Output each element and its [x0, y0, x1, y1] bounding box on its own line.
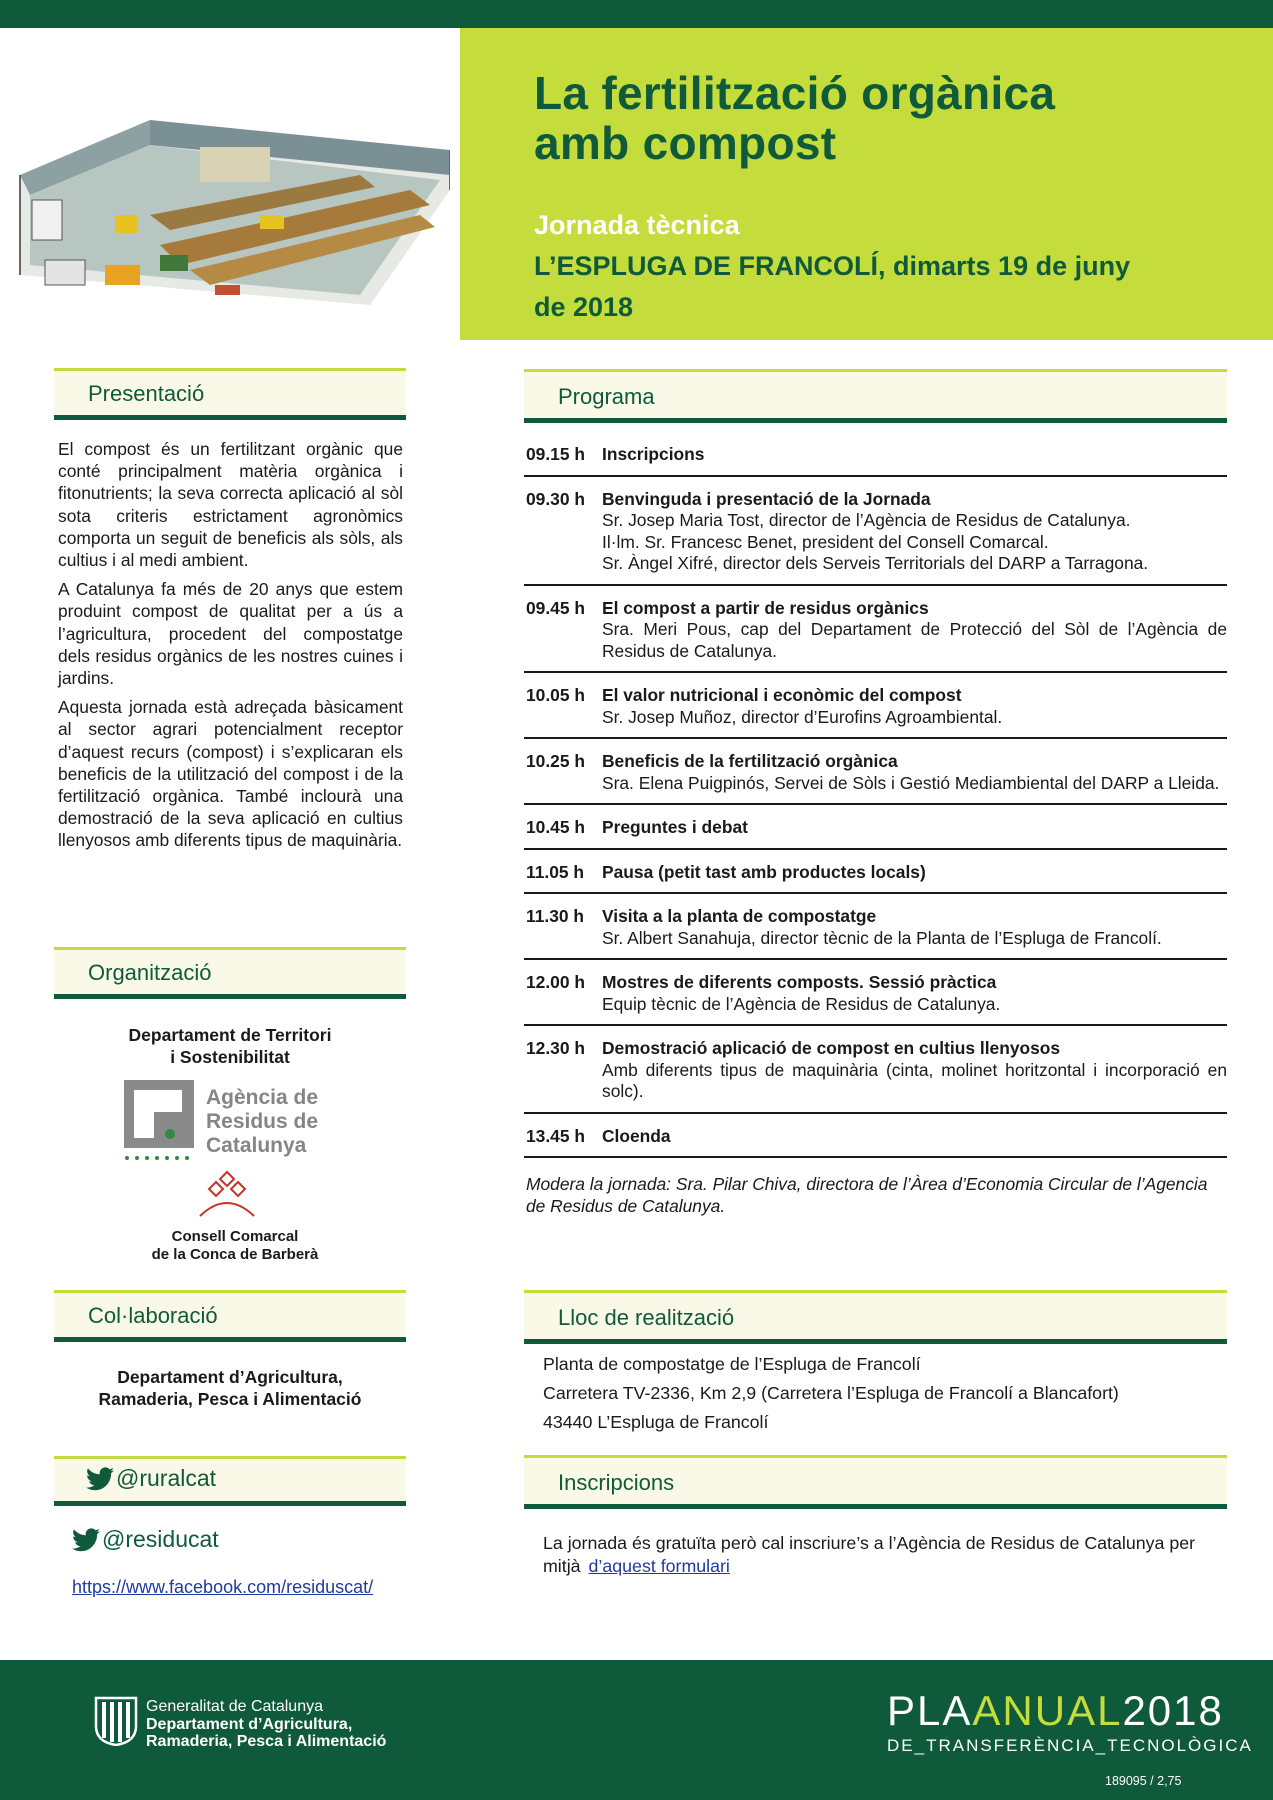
registration-info	[543, 1532, 1226, 1578]
program-speaker: Equip tècnic de l’Agència de Residus de Catalunya.	[602, 993, 1001, 1014]
program-topic: El compost a partir de residus orgànics	[602, 597, 929, 618]
pla-word: PLA	[887, 1687, 973, 1734]
program-item	[524, 673, 1227, 739]
gencat-line3: Ramaderia, Pesca i Alimentació	[146, 1733, 387, 1750]
program-content	[602, 817, 1227, 839]
generalitat-text	[146, 1698, 386, 1751]
registration-form-link[interactable]: d’aquest formulari	[588, 1556, 730, 1576]
arc-line3: Catalunya	[206, 1134, 307, 1157]
section-title-lloc: Lloc de realització	[558, 1305, 735, 1330]
program-speaker: Sr. Albert Sanahuja, director tècnic de la Planta de l’Espluga de Francolí.	[602, 927, 1162, 948]
program-item	[524, 432, 1227, 477]
section-header-presentacio	[54, 368, 406, 420]
gencat-line2: Departament d’Agricultura,	[146, 1715, 353, 1733]
program-content	[602, 751, 1227, 794]
presentation-paragraph-2: A Catalunya fa més de 20 anys que estem produint compost de qualitat per a ús a l’agricultura, procedent del compostatge dels residus orgànics de les nostres cuines i jardins.	[58, 579, 403, 689]
section-header-inscripcions	[524, 1455, 1227, 1509]
program-time: 09.30 h	[526, 488, 585, 509]
section-title-presentacio: Presentació	[88, 381, 205, 406]
program-list	[524, 432, 1227, 1217]
org-dept-territori	[80, 1024, 380, 1068]
program-topic: Beneficis de la fertilització orgànica	[602, 751, 898, 771]
arc-line2: Residus de	[206, 1110, 319, 1133]
collab-line2: Ramaderia, Pesca i Alimentació	[98, 1389, 362, 1409]
anual-word: ANUAL	[972, 1687, 1123, 1734]
program-item	[524, 960, 1227, 1026]
section-header-programa	[524, 369, 1227, 423]
program-item	[524, 805, 1227, 850]
program-topic: Visita a la planta de compostatge	[602, 906, 877, 926]
program-content	[602, 862, 1227, 884]
program-speaker: Sra. Meri Pous, cap del Departament de Protecció del Sòl de l’Agència de Residus de Catalunya.	[602, 619, 1227, 661]
venue-line2: Carretera TV-2336, Km 2,9 (Carretera l’Espluga de Francolí a Blancafort)	[543, 1383, 1119, 1403]
twitter-ruralcat[interactable]	[86, 1465, 216, 1492]
section-title-collaboracio: Col·laboració	[88, 1303, 218, 1328]
program-topic: Benvinguda i presentació de la Jornada	[602, 488, 931, 509]
program-item	[524, 850, 1227, 895]
program-topic: Cloenda	[602, 1125, 671, 1146]
program-topic: Inscripcions	[602, 444, 705, 464]
program-content	[602, 598, 1227, 663]
section-title-organitzacio: Organització	[88, 960, 212, 985]
collab-line1: Departament d’Agricultura,	[117, 1367, 343, 1387]
venue-address	[543, 1350, 1119, 1437]
registration-text: La jornada és gratuïta però cal inscriure’s a l’Agència de Residus de Catalunya per mitjà	[543, 1533, 1196, 1576]
program-time: 11.05 h	[526, 861, 585, 882]
program-item	[524, 477, 1227, 586]
title-panel	[460, 28, 1273, 340]
program-item	[524, 1114, 1227, 1159]
org-dept-line2: i Sostenibilitat	[170, 1047, 290, 1067]
generalitat-logo-icon	[94, 1696, 138, 1746]
pla-anual-logo	[887, 1687, 1224, 1734]
ccb-logo-mark	[196, 1170, 258, 1218]
moderator-note: Modera la jornada: Sra. Pilar Chiva, directora de l’Àrea d’Economia Circular de l’Agencia de Residus de Catalunya.	[526, 1174, 1208, 1216]
program-topic: El valor nutricional i econòmic del compost	[602, 685, 962, 705]
program-content	[602, 685, 1227, 728]
section-header-social	[54, 1456, 406, 1506]
arc-line1: Agència de	[206, 1086, 319, 1109]
program-speaker: Sr. Josep Maria Tost, director de l’Agència de Residus de Catalunya.	[602, 510, 1131, 530]
pla-anual-subtitle: DE_TRANSFERÈNCIA_TECNOLÒGICA	[887, 1736, 1253, 1755]
arc-logo-text	[206, 1086, 318, 1158]
twitter-handle-residucat: @residucat	[102, 1526, 219, 1552]
presentation-paragraph-1: El compost és un fertilitzant orgànic que conté principalment matèria orgànica i fitonutrients; la seva correcta aplicació al sòl sota criteris estrictament agronòmics comporta un seguit de beneficis als sòls, als cultius i al medi ambient.	[58, 439, 403, 571]
twitter-icon	[86, 1467, 114, 1491]
program-content	[602, 972, 1227, 1015]
program-time: 11.30 h	[526, 906, 585, 926]
section-header-lloc	[524, 1290, 1227, 1344]
program-content	[602, 489, 1227, 575]
venue-line3: 43440 L’Espluga de Francolí	[543, 1412, 769, 1432]
ccb-line2: de la Conca de Barberà	[151, 1246, 319, 1263]
collab-dept-agricultura	[60, 1366, 400, 1410]
ccb-line1: Consell Comarcal	[171, 1228, 299, 1245]
program-speaker: Amb diferents tipus de maquinària (cinta, molinet horitzontal i incorporació en solc).	[602, 1059, 1227, 1101]
program-time: 13.45 h	[526, 1125, 585, 1146]
program-topic: Demostració aplicació de compost en cultius llenyosos	[602, 1038, 1061, 1058]
program-rows	[524, 432, 1227, 1158]
program-item	[524, 894, 1227, 960]
section-title-inscripcions: Inscripcions	[558, 1470, 675, 1495]
program-content	[602, 906, 1227, 949]
event-subtitle: Jornada tècnica	[534, 210, 740, 240]
program-topic: Pausa (petit tast amb productes locals)	[602, 861, 926, 882]
ccb-logo-text	[110, 1228, 360, 1264]
program-content	[602, 1126, 1227, 1148]
section-title-programa: Programa	[558, 384, 655, 409]
program-topic: Preguntes i debat	[602, 817, 748, 837]
venue-line1: Planta de compostatge de l’Espluga de Francolí	[543, 1354, 921, 1374]
program-speaker: Il·lm. Sr. Francesc Benet, president del Consell Comarcal.	[602, 531, 1049, 552]
presentation-text	[58, 438, 403, 859]
program-time: 12.00 h	[526, 972, 585, 992]
program-time: 09.15 h	[526, 444, 585, 464]
twitter-icon	[72, 1528, 100, 1552]
program-content	[602, 1038, 1227, 1103]
title-line1: La fertilització orgànica	[534, 67, 1056, 119]
program-item	[524, 739, 1227, 805]
composting-plant-illustration	[10, 95, 450, 305]
place-line2: de 2018	[534, 292, 634, 322]
presentation-paragraph-3: Aquesta jornada està adreçada bàsicament al sector agrari potencialment receptor d’aquest recurs (compost) i s’explicaran els beneficis de la utilització del compost i de la fertilització orgànica. També inclourà una demostració de la seva aplicació en cultius llenyosos amb diferents tipus de maquinària.	[58, 697, 403, 851]
program-topic: Mostres de diferents composts. Sessió pràctica	[602, 972, 997, 992]
program-time: 10.45 h	[526, 817, 585, 837]
section-header-collaboracio	[54, 1290, 406, 1342]
org-dept-line1: Departament de Territori	[128, 1025, 332, 1045]
twitter-handle-ruralcat: @ruralcat	[116, 1465, 217, 1491]
footer	[0, 1660, 1273, 1800]
program-time: 12.30 h	[526, 1038, 585, 1058]
event-place-date	[534, 246, 1223, 328]
top-bar	[0, 0, 1273, 28]
section-header-organitzacio	[54, 947, 406, 999]
program-speaker: Sra. Elena Puigpinós, Servei de Sòls i Gestió Mediambiental del DARP a Lleida.	[602, 772, 1220, 793]
program-item	[524, 586, 1227, 674]
gencat-line1: Generalitat de Catalunya	[146, 1698, 323, 1715]
program-time: 10.25 h	[526, 751, 585, 771]
program-item	[524, 1026, 1227, 1114]
program-content	[602, 444, 1227, 466]
page-title	[534, 68, 1223, 168]
facebook-link[interactable]: https://www.facebook.com/residuscat/	[72, 1577, 374, 1597]
program-speaker: Sr. Josep Muñoz, director d’Eurofins Agroambiental.	[602, 706, 1003, 727]
pla-year: 2018	[1122, 1687, 1224, 1734]
program-speaker: Sr. Àngel Xifré, director dels Serveis Territorials del DARP a Tarragona.	[602, 553, 1149, 573]
document-code: 189095 / 2,75	[1105, 1774, 1182, 1788]
title-line2: amb compost	[534, 117, 837, 169]
place-line1: L’ESPLUGA DE FRANCOLÍ, dimarts 19 de juny	[534, 251, 1131, 281]
twitter-residucat[interactable]	[72, 1526, 219, 1553]
program-time: 09.45 h	[526, 597, 585, 618]
program-time: 10.05 h	[526, 685, 585, 705]
